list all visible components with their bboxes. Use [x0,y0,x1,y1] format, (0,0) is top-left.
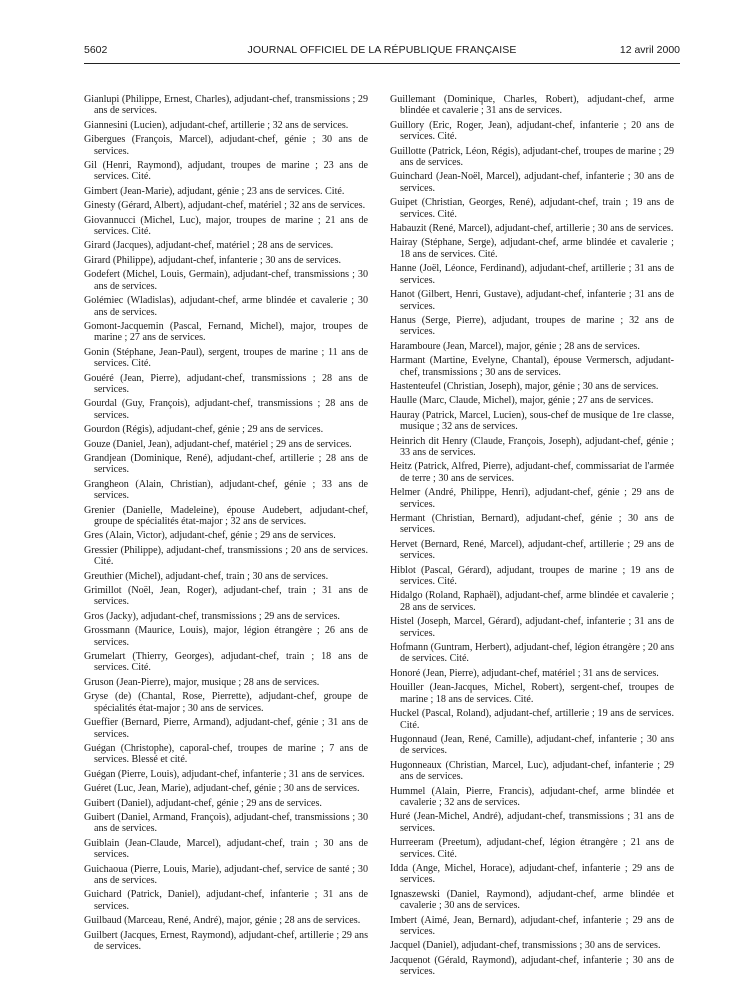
list-item: Haramboure (Jean, Marcel), major, génie ; 28 ans de services. [390,340,640,352]
list-item: Guégan (Pierre, Louis), adjudant-chef, infanterie ; 31 ans de services. [84,768,365,780]
list-item: Hanot (Gilbert, Henri, Gustave), adjudant-chef, infanterie ; 31 ans de services. [390,289,674,312]
list-item: Heitz (Patrick, Alfred, Pierre), adjudant-chef, commissariat de l'armée de terre ; 30 ans de services. [390,461,674,484]
left-column [84,94,368,955]
list-item: Guipet (Christian, Georges, René), adjudant-chef, train ; 19 ans de services. Cité. [390,197,674,220]
list-item: Guillory (Eric, Roger, Jean), adjudant-chef, infanterie ; 20 ans de services. Cité. [390,119,674,143]
list-item: Gomont-Jacquemin (Pascal, Fernand, Michel), major, troupes de marine ; 27 ans de services. [84,320,368,344]
list-item: Giovannucci (Michel, Luc), major, troupes de marine ; 21 ans de services. Cité. [84,214,368,238]
list-item: Grenier (Danielle, Madeleine), épouse Audebert, adjudant-chef, groupe de spécialités état-major ; 32 ans de services. [84,504,368,527]
list-item: Hanus (Serge, Pierre), adjudant, troupes de marine ; 32 ans de services. [390,314,674,338]
list-item: Hanne (Joël, Léonce, Ferdinand), adjudant-chef, artillerie ; 31 ans de services. [390,263,674,286]
list-item: Idda (Ange, Michel, Horace), adjudant-chef, infanterie ; 29 ans de services. [390,862,674,886]
list-item: Gros (Jacky), adjudant-chef, transmissions ; 29 ans de services. [84,610,340,622]
list-item: Gonin (Stéphane, Jean-Paul), sergent, troupes de marine ; 11 ans de services. Cité. [84,346,368,370]
page-header [84,44,680,58]
list-item: Greuthier (Michel), adjudant-chef, train ; 30 ans de services. [84,570,329,582]
list-item: Grimillot (Noël, Jean, Roger), adjudant-chef, train ; 31 ans de services. [84,585,368,608]
list-item: Girard (Jacques), adjudant-chef, matériel ; 28 ans de services. [84,240,334,252]
list-item: Girard (Philippe), adjudant-chef, infanterie ; 30 ans de services. [84,254,342,266]
list-item: Gourdon (Régis), adjudant-chef, génie ; 29 ans de services. [84,424,324,436]
list-item: Gres (Alain, Victor), adjudant-chef, génie ; 29 ans de services. [84,530,336,542]
list-item: Hurreeram (Preetum), adjudant-chef, légion étrangère ; 21 ans de services. Cité. [390,837,674,860]
list-item: Guillemant (Dominique, Charles, Robert), adjudant-chef, arme blindée et cavalerie ; 31 ans de services. [390,94,674,117]
list-item: Grossmann (Maurice, Louis), major, légion étrangère ; 26 ans de services. [84,625,368,648]
header-rule [84,63,680,64]
list-item: Houiller (Jean-Jacques, Michel, Robert), sergent-chef, troupes de marine ; 18 ans de services. Cité. [390,682,674,705]
list-item: Hummel (Alain, Pierre, Francis), adjudant-chef, arme blindée et cavalerie ; 32 ans de services. [390,785,674,808]
list-item: Gimbert (Jean-Marie), adjudant, génie ; 23 ans de services. Cité. [84,185,345,197]
list-item: Imbert (Aimé, Jean, Bernard), adjudant-chef, infanterie ; 29 ans de services. [390,914,674,937]
list-item: Hidalgo (Roland, Raphaël), adjudant-chef, arme blindée et cavalerie ; 28 ans de services. [390,590,674,613]
list-item: Godefert (Michel, Louis, Germain), adjudant-chef, transmissions ; 30 ans de services. [84,269,368,292]
list-item: Huckel (Pascal, Roland), adjudant-chef, artillerie ; 19 ans de services. Cité. [390,708,674,731]
list-item: Gueffier (Bernard, Pierre, Armand), adjudant-chef, génie ; 31 ans de services. [84,717,368,740]
list-item: Gibergues (François, Marcel), adjudant-chef, génie ; 30 ans de services. [84,134,368,157]
right-column [390,94,674,981]
list-item: Gouze (Daniel, Jean), adjudant-chef, matériel ; 29 ans de services. [84,438,352,450]
list-item: Hugonnaud (Jean, René, Camille), adjudant-chef, infanterie ; 30 ans de services. [390,733,674,757]
list-item: Honoré (Jean, Pierre), adjudant-chef, matériel ; 31 ans de services. [390,667,659,679]
list-item: Giannesini (Lucien), adjudant-chef, artillerie ; 32 ans de services. [84,119,349,131]
list-item: Golémiec (Wladislas), adjudant-chef, arme blindée et cavalerie ; 30 ans de services. [84,295,368,318]
list-item: Grandjean (Dominique, René), adjudant-chef, artillerie ; 28 ans de services. [84,452,368,476]
list-item: Hugonneaux (Christian, Marcel, Luc), adjudant-chef, infanterie ; 29 ans de services. [390,759,674,783]
list-item: Gressier (Philippe), adjudant-chef, transmissions ; 20 ans de services. Cité. [84,544,368,568]
list-item: Gruson (Jean-Pierre), major, musique ; 28 ans de services. [84,676,320,688]
list-item: Guichaoua (Pierre, Louis, Marie), adjudant-chef, service de santé ; 30 ans de services. [84,863,368,886]
list-item: Heinrich dit Henry (Claude, François, Joseph), adjudant-chef, génie ; 33 ans de services. [390,435,674,458]
list-item: Harmant (Martine, Evelyne, Chantal), épouse Vermersch, adjudant-chef, transmissions ; 30 ans de services. [390,355,674,378]
list-item: Gryse (de) (Chantal, Rose, Pierrette), adjudant-chef, groupe de spécialités état-major ; 30 ans de services. [84,691,368,714]
journal-title: JOURNAL OFFICIEL DE LA RÉPUBLIQUE FRANÇAISE [247,44,517,56]
list-item: Ignaszewski (Daniel, Raymond), adjudant-chef, arme blindée et cavalerie ; 30 ans de services. [390,888,674,912]
list-item: Hermant (Christian, Bernard), adjudant-chef, génie ; 30 ans de services. [390,513,674,536]
list-item: Guilbert (Jacques, Ernest, Raymond), adjudant-chef, artillerie ; 29 ans de services. [84,929,368,952]
list-item: Hastenteufel (Christian, Joseph), major, génie ; 30 ans de services. [390,380,659,392]
page-number: 5602 [84,44,108,56]
list-item: Guiblain (Jean-Claude, Marcel), adjudant-chef, train ; 30 ans de services. [84,837,368,861]
list-item: Grumelart (Thierry, Georges), adjudant-chef, train ; 18 ans de services. Cité. [84,651,368,674]
list-item: Huré (Jean-Michel, André), adjudant-chef, transmissions ; 31 ans de services. [390,811,674,834]
list-item: Guilbaud (Marceau, René, André), major, génie ; 28 ans de services. [84,915,361,927]
list-item: Gourdal (Guy, François), adjudant-chef, transmissions ; 28 ans de services. [84,398,368,421]
list-item: Haulle (Marc, Claude, Michel), major, génie ; 27 ans de services. [390,395,654,407]
list-item: Hairay (Stéphane, Serge), adjudant-chef, arme blindée et cavalerie ; 18 ans de services. Cité. [390,237,674,260]
list-item: Guichard (Patrick, Daniel), adjudant-chef, infanterie ; 31 ans de services. [84,889,368,912]
list-item: Hervet (Bernard, René, Marcel), adjudant-chef, artillerie ; 29 ans de services. [390,538,674,562]
list-item: Ginesty (Gérard, Albert), adjudant-chef, matériel ; 32 ans de services. [84,200,366,212]
list-item: Hofmann (Guntram, Herbert), adjudant-chef, légion étrangère ; 20 ans de services. Cité. [390,642,674,665]
list-item: Guillotte (Patrick, Léon, Régis), adjudant-chef, troupes de marine ; 29 ans de services. [390,145,674,169]
list-item: Habauzit (René, Marcel), adjudant-chef, artillerie ; 30 ans de services. [390,223,674,235]
list-item: Gil (Henri, Raymond), adjudant, troupes de marine ; 23 ans de services. Cité. [84,160,368,183]
list-item: Guibert (Daniel), adjudant-chef, génie ; 29 ans de services. [84,797,322,809]
list-item: Jacquel (Daniel), adjudant-chef, transmissions ; 30 ans de services. [390,940,661,952]
list-item: Grangheon (Alain, Christian), adjudant-chef, génie ; 33 ans de services. [84,478,368,502]
list-item: Histel (Joseph, Marcel, Gérard), adjudant-chef, infanterie ; 31 ans de services. [390,616,674,639]
list-item: Guéret (Luc, Jean, Marie), adjudant-chef, génie ; 30 ans de services. [84,783,360,795]
issue-date: 12 avril 2000 [619,44,680,56]
list-item: Guibert (Daniel, Armand, François), adjudant-chef, transmissions ; 30 ans de services. [84,811,368,835]
list-item: Gouéré (Jean, Pierre), adjudant-chef, transmissions ; 28 ans de services. [84,372,368,395]
list-item: Gianlupi (Philippe, Ernest, Charles), adjudant-chef, transmissions ; 29 ans de services. [84,94,368,117]
list-item: Guinchard (Jean-Noël, Marcel), adjudant-chef, infanterie ; 30 ans de services. [390,171,674,194]
list-item: Helmer (André, Philippe, Henri), adjudant-chef, génie ; 29 ans de services. [390,487,674,510]
list-item: Jacquenot (Gérald, Raymond), adjudant-chef, infanterie ; 30 ans de services. [390,954,674,978]
list-item: Hiblot (Pascal, Gérard), adjudant, troupes de marine ; 19 ans de services. Cité. [390,564,674,588]
list-item: Guégan (Christophe), caporal-chef, troupes de marine ; 7 ans de services. Blessé et cité. [84,742,368,766]
list-item: Hauray (Patrick, Marcel, Lucien), sous-chef de musique de 1re classe, musique ; 32 ans de services. [390,409,674,433]
